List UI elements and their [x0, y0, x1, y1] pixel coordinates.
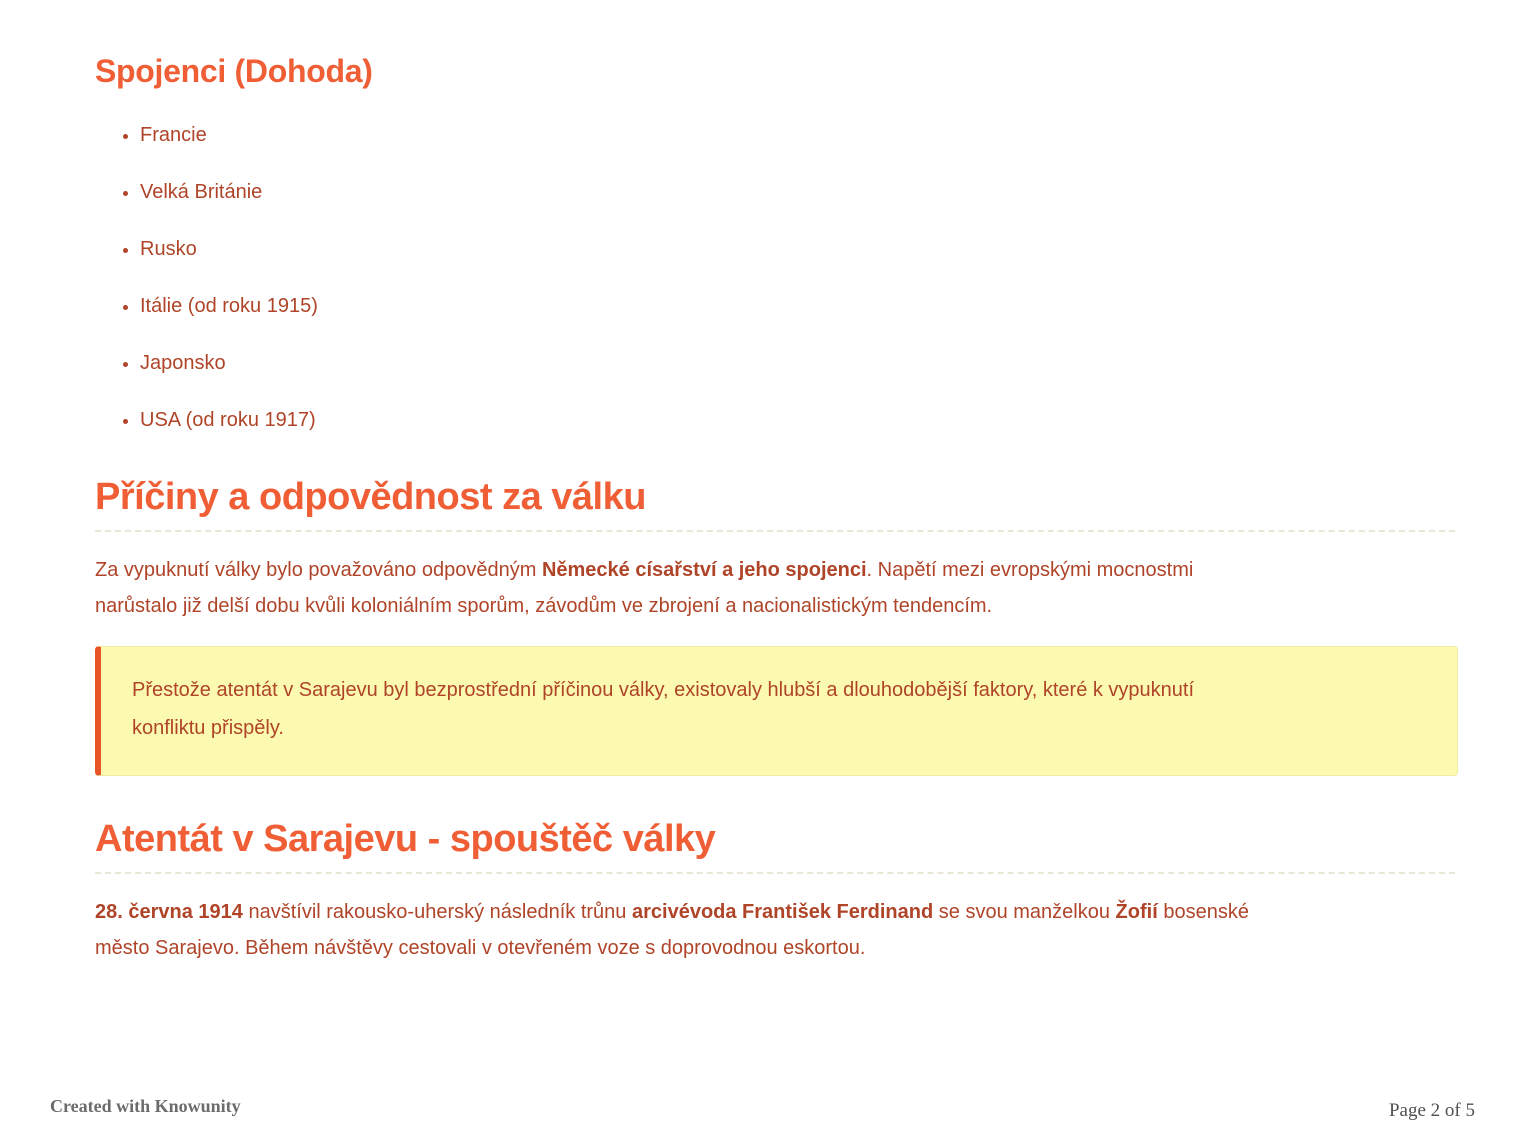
callout-box	[95, 646, 1458, 776]
paragraph-causes: Za vypuknutí války bylo považováno odpovědným Německé císařství a jeho spojenci. Napětí mezi evropskými mocnostmi narůstalo již delší dobu kvůli koloniálním sporům, závodům ve zbrojení a nacionalistickým tendencím.	[95, 559, 1194, 617]
list-item: • Francie	[140, 121, 1455, 149]
section-heading-allies: Spojenci (Dohoda)	[95, 53, 373, 89]
heading-causes: Příčiny a odpovědnost za válku	[95, 474, 1455, 532]
document-page	[0, 51, 1527, 966]
list-item: • Itálie (od roku 1915)	[140, 292, 1455, 320]
footer-page-number: Page 2 of 5	[1388, 1100, 1475, 1121]
heading-assassination: Atentát v Sarajevu - spouštěč války	[95, 816, 1455, 874]
paragraph-assassination: 28. června 1914 navštívil rakousko-uherský následník trůnu arcivévoda František Ferdinand se svou manželkou Žofií bosenské město Sarajevo. Během návštěvy cestovali v otevřeném voze s doprovodnou eskortou.	[95, 901, 1249, 959]
list-item: • Velká Británie	[140, 178, 1455, 206]
allies-list	[95, 121, 1455, 434]
list-item: • Japonsko	[140, 349, 1455, 377]
footer-branding: Created with Knowunity	[50, 1096, 241, 1116]
list-item: • USA (od roku 1917)	[140, 406, 1455, 434]
list-item: • Rusko	[140, 235, 1455, 263]
callout-text: Přestože atentát v Sarajevu byl bezprostřední příčinou války, existovaly hlubší a dlouhodobější faktory, které k vypuknutí konfliktu přispěly.	[132, 679, 1195, 739]
